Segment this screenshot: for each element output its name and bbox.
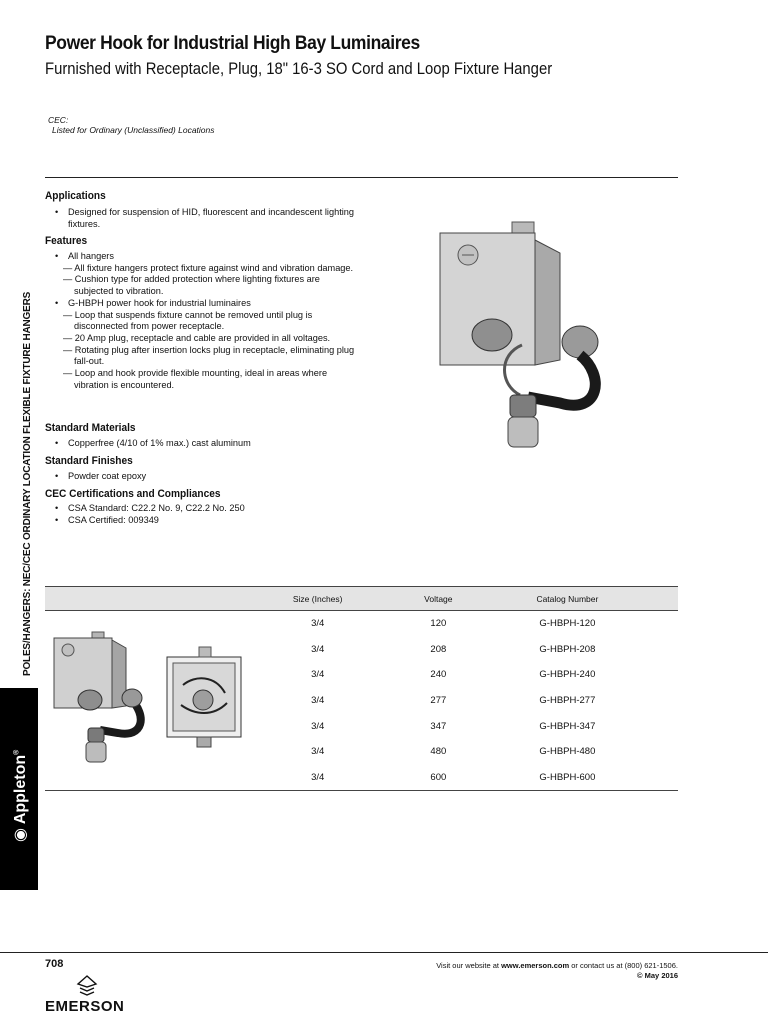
header-divider bbox=[45, 177, 678, 178]
footer-divider bbox=[0, 952, 768, 953]
contact-suffix: or contact us at (800) 621-1506. bbox=[569, 961, 678, 970]
appleton-brand-mark: ® bbox=[13, 749, 21, 755]
page-title: Power Hook for Industrial High Bay Luminaires bbox=[45, 33, 420, 54]
table-photo-hook-assembly bbox=[48, 628, 153, 768]
features-subitem: — Loop and hook provide flexible mounting, ideal in areas where vibration is encountered. bbox=[63, 368, 328, 390]
table-header-size: Size (Inches) bbox=[215, 587, 419, 611]
table-header-row bbox=[45, 587, 678, 611]
features-heading: Features bbox=[45, 235, 88, 247]
finishes-heading: Standard Finishes bbox=[45, 455, 133, 467]
features-list bbox=[45, 251, 360, 391]
cec-listing bbox=[48, 115, 215, 135]
table-cell-catalog: G-HBPH-277 bbox=[539, 695, 596, 707]
table-cell-size: 3/4 bbox=[311, 669, 325, 681]
emerson-wordmark: EMERSON bbox=[45, 998, 125, 1015]
table-cell-catalog: G-HBPH-600 bbox=[457, 765, 678, 791]
materials-item: • Copperfree (4/10 of 1% max.) cast aluminum bbox=[45, 438, 360, 450]
table-row bbox=[45, 765, 678, 791]
website-link[interactable]: www.emerson.com bbox=[501, 961, 570, 970]
table-cell-voltage: 120 bbox=[430, 618, 447, 630]
table-cell-voltage: 277 bbox=[430, 695, 447, 707]
appleton-brand-text: Appleton bbox=[12, 754, 29, 825]
contact-prefix: Visit our website at bbox=[436, 961, 502, 970]
table-cell-catalog: G-HBPH-347 bbox=[539, 720, 596, 732]
certs-item: • CSA Certified: 009349 bbox=[45, 515, 360, 527]
table-cell-size: 3/4 bbox=[311, 643, 325, 655]
features-item-label: All hangers bbox=[68, 251, 114, 261]
materials-list bbox=[45, 438, 360, 450]
table-header-blank bbox=[45, 587, 215, 611]
table-cell-catalog: G-HBPH-480 bbox=[539, 746, 596, 758]
table-cell-size: 3/4 bbox=[311, 746, 325, 758]
page-subtitle: Furnished with Receptacle, Plug, 18" 16-3 SO Cord and Loop Fixture Hanger bbox=[45, 60, 553, 78]
features-item-power-hook bbox=[45, 298, 360, 310]
certs-heading: CEC Certifications and Compliances bbox=[45, 488, 221, 500]
features-subitem: — Loop that suspends fixture cannot be removed until plug is disconnected from power receptacle. bbox=[63, 309, 313, 332]
table-cell-voltage: 208 bbox=[430, 643, 447, 655]
applications-list bbox=[45, 207, 360, 230]
table-cell-voltage: 600 bbox=[420, 765, 457, 791]
table-cell-catalog: G-HBPH-240 bbox=[539, 669, 596, 681]
table-cell-blank bbox=[45, 765, 215, 791]
table-header-catalog: Catalog Number bbox=[457, 587, 678, 611]
table-photo-open-box bbox=[165, 645, 245, 750]
applications-heading: Applications bbox=[45, 190, 106, 202]
page-number: 708 bbox=[45, 958, 64, 970]
table-cell-size: 3/4 bbox=[215, 765, 419, 791]
cec-label: CEC: bbox=[48, 115, 69, 125]
table-cell-voltage: 480 bbox=[430, 746, 447, 758]
side-section-label: POLES/HANGERS: NEC/CEC ORDINARY LOCATION FLEXIBLE FIXTURE HANGERS bbox=[22, 291, 33, 676]
features-subitem: — Rotating plug after insertion locks plug in receptacle, eliminating plug fall-out. bbox=[63, 344, 355, 367]
finishes-item: • Powder coat epoxy bbox=[45, 471, 360, 483]
features-item-label: G-HBPH power hook for industrial luminaires bbox=[68, 297, 251, 308]
cec-value: Listed for Ordinary (Unclassified) Locations bbox=[52, 125, 215, 135]
footer-contact bbox=[436, 961, 678, 981]
table-cell-size: 3/4 bbox=[311, 618, 325, 630]
features-subitem: — 20 Amp plug, receptacle and cable are provided in all voltages. bbox=[63, 332, 331, 343]
finishes-list bbox=[45, 471, 360, 483]
appleton-logo-icon: ◉ bbox=[12, 828, 29, 842]
features-subitem: — All fixture hangers protect fixture against wind and vibration damage. bbox=[63, 262, 354, 273]
materials-heading: Standard Materials bbox=[45, 422, 136, 434]
features-subitem: — Cushion type for added protection where lighting fixtures are subjected to vibration. bbox=[63, 274, 320, 297]
applications-item: • Designed for suspension of HID, fluorescent and incandescent lighting fixtures. bbox=[45, 207, 360, 230]
table-cell-catalog: G-HBPH-208 bbox=[539, 643, 596, 655]
emerson-logo-icon bbox=[76, 975, 98, 997]
table-cell-catalog: G-HBPH-120 bbox=[539, 618, 596, 630]
certs-list bbox=[45, 503, 360, 526]
appleton-brand bbox=[10, 750, 30, 842]
footer-date: © May 2016 bbox=[637, 971, 678, 980]
table-cell-size: 3/4 bbox=[311, 720, 325, 732]
table-cell-voltage: 240 bbox=[430, 669, 447, 681]
features-item-all-hangers bbox=[45, 251, 360, 263]
footer-contact-line bbox=[436, 961, 678, 971]
table-cell-size: 3/4 bbox=[311, 695, 325, 707]
table-cell-voltage: 347 bbox=[430, 720, 447, 732]
product-photo-power-hook bbox=[430, 215, 610, 455]
certs-item: • CSA Standard: C22.2 No. 9, C22.2 No. 250 bbox=[45, 503, 360, 515]
table-header-voltage: Voltage bbox=[420, 587, 457, 611]
